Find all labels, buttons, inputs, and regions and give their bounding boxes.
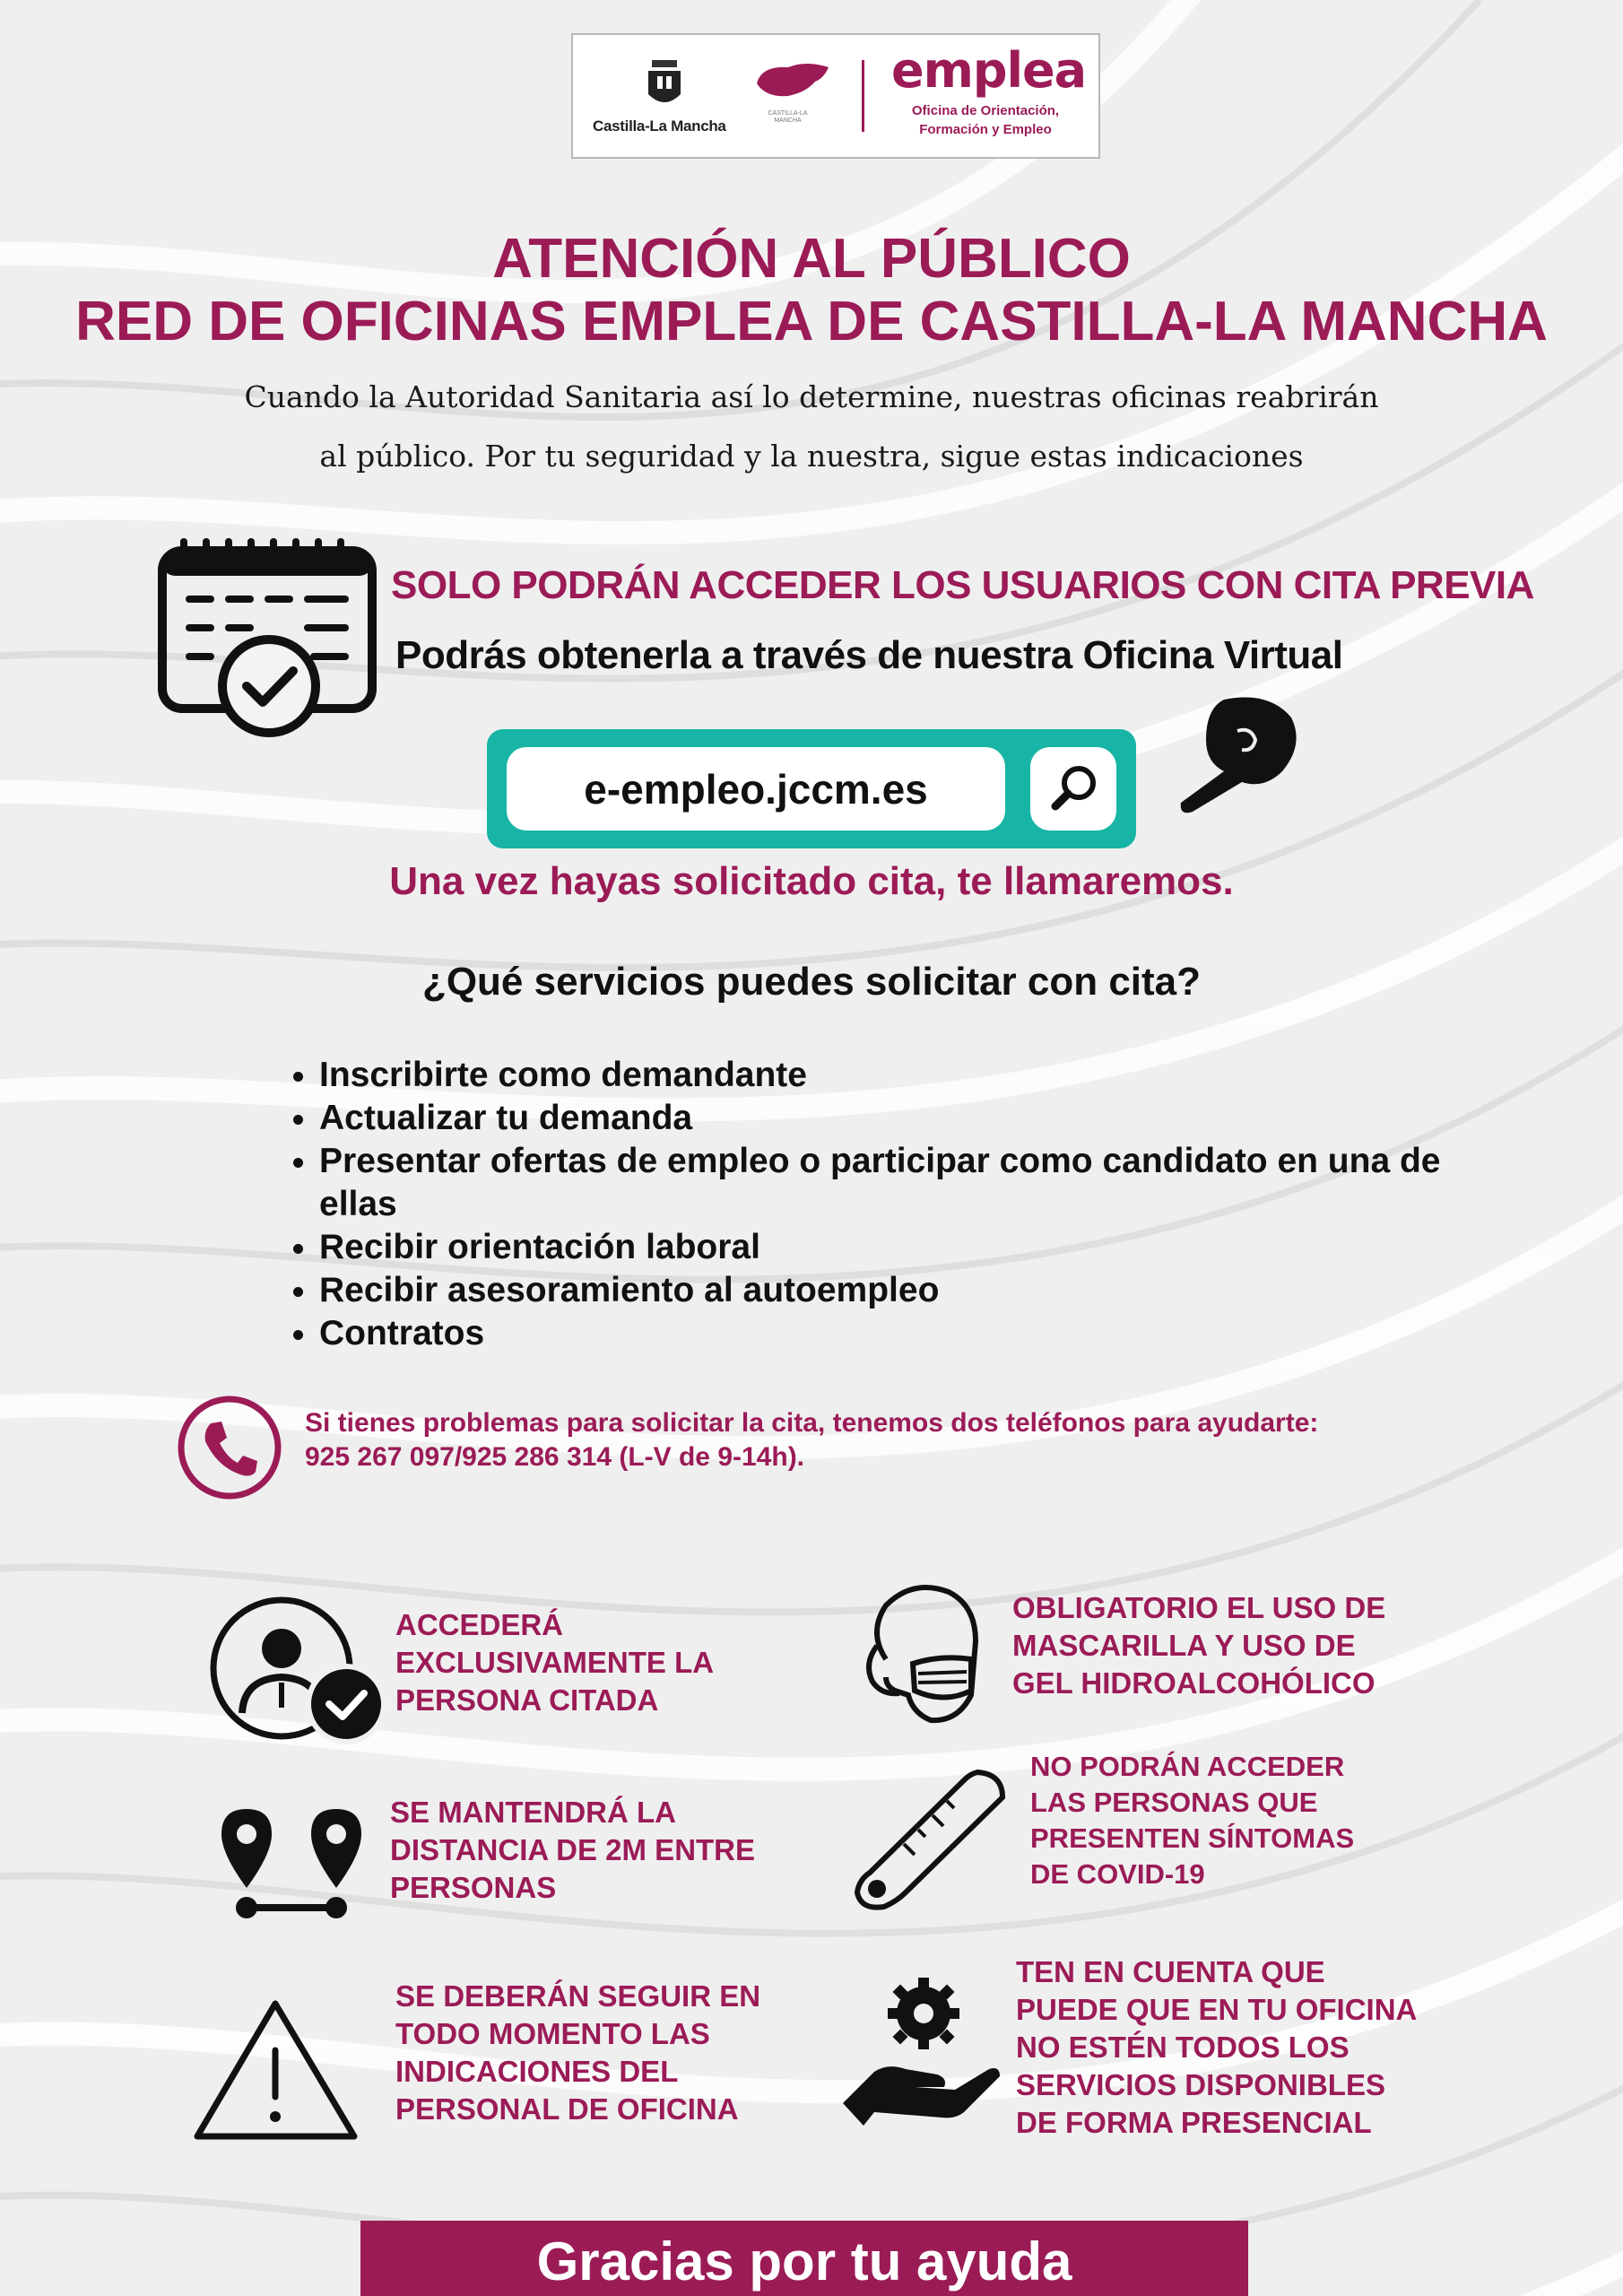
cited-person-icon — [208, 1596, 387, 1744]
rule-symptoms — [1030, 1749, 1354, 1892]
logo-banner — [571, 33, 1100, 159]
brand-subtitle — [887, 101, 1084, 139]
list-item: • Actualizar tu demanda — [319, 1097, 1503, 1140]
rule-symptoms-line: DE COVID-19 — [1030, 1858, 1205, 1890]
search-button[interactable] — [1030, 747, 1116, 831]
virtual-office-search — [487, 729, 1136, 848]
list-item: • Inscribirte como demandante — [319, 1054, 1503, 1097]
rule-person-line: ACCEDERÁ — [395, 1608, 564, 1641]
page-title-line2: RED DE OFICINAS EMPLEA DE CASTILLA-LA MANCHA — [75, 291, 1548, 352]
rule-distance-line: PERSONAS — [390, 1871, 557, 1904]
rule-services-note-line: NO ESTÉN TODOS LOS — [1016, 2031, 1350, 2064]
rule-mask-line: GEL HIDROALCOHÓLICO — [1012, 1666, 1376, 1700]
phone-numbers[interactable]: 925 267 097/925 286 314 (L-V de 9-14h). — [305, 1442, 805, 1472]
warning-triangle-icon — [193, 1998, 359, 2142]
rule-services-note-line: SERVICIOS DISPONIBLES — [1016, 2068, 1385, 2101]
help-text — [305, 1406, 1471, 1474]
intro-line2: al público. Por tu seguridad y la nuestra, sigue estas indicaciones — [319, 439, 1304, 474]
rule-services-note — [1016, 1953, 1417, 2142]
intro-line1: Cuando la Autoridad Sanitaria así lo determine, nuestras oficinas reabrirán — [244, 379, 1379, 414]
list-item: • Recibir orientación laboral — [319, 1226, 1503, 1269]
search-icon — [1030, 747, 1116, 831]
callback-note: Una vez hayas solicitado cita, te llamaremos. — [389, 859, 1234, 903]
rule-staff-line: SE DEBERÁN SEGUIR EN — [395, 1979, 761, 2013]
hand-gear-icon — [838, 1969, 1004, 2135]
thermometer-icon — [852, 1767, 1009, 1910]
rule-person — [395, 1606, 714, 1719]
url-field[interactable]: e-empleo.jccm.es — [507, 747, 1005, 831]
rule-symptoms-line: LAS PERSONAS QUE — [1030, 1787, 1318, 1818]
rule-symptoms-line: NO PODRÁN ACCEDER — [1030, 1751, 1345, 1782]
castilla-la-mancha-crest-icon — [645, 55, 684, 112]
rule-person-line: EXCLUSIVAMENTE LA — [395, 1646, 715, 1679]
brand-subtitle-line2: Formación y Empleo — [919, 122, 1052, 137]
rule-mask-line: MASCARILLA Y USO DE — [1012, 1629, 1356, 1662]
region-label: Castilla-La Mancha — [593, 117, 726, 135]
brand-subtitle-line1: Oficina de Orientación, — [911, 103, 1060, 118]
services-question: ¿Qué servicios puedes solicitar con cita? — [421, 960, 1202, 1004]
rule-staff — [395, 1978, 760, 2128]
region-small-text: CASTILLA-LA MANCHA — [768, 110, 808, 124]
brand-name: emplea — [891, 42, 1087, 99]
rule-symptoms-line: PRESENTEN SÍNTOMAS — [1030, 1822, 1355, 1854]
pointing-hand-icon — [1170, 691, 1305, 825]
appointment-heading: SOLO PODRÁN ACCEDER LOS USUARIOS CON CITA PREVIA — [391, 563, 1534, 607]
calendar-check-icon — [157, 538, 381, 744]
rule-staff-line: INDICACIONES DEL — [395, 2055, 679, 2088]
region-map-icon — [752, 57, 833, 110]
list-item: • Recibir asesoramiento al autoempleo — [319, 1269, 1503, 1312]
services-list — [269, 1054, 1503, 1355]
rule-person-line: PERSONA CITADA — [395, 1683, 659, 1717]
face-mask-icon — [859, 1578, 994, 1731]
rule-distance-line: DISTANCIA DE 2M ENTRE — [390, 1833, 756, 1866]
appointment-subheading: Podrás obtenerla a través de nuestra Oficina Virtual — [395, 633, 1343, 677]
rule-staff-line: TODO MOMENTO LAS — [395, 2017, 710, 2050]
distance-pins-icon — [220, 1807, 363, 1924]
rule-staff-line: PERSONAL DE OFICINA — [395, 2092, 739, 2126]
help-line1: Si tienes problemas para solicitar la cita, tenemos dos teléfonos para ayudarte: — [305, 1408, 1319, 1438]
rule-distance-line: SE MANTENDRÁ LA — [390, 1796, 676, 1829]
page-title-line1: ATENCIÓN AL PÚBLICO — [492, 228, 1131, 290]
rule-distance — [390, 1794, 755, 1907]
list-item: • Presentar ofertas de empleo o participar como candidato en una de ellas — [319, 1140, 1503, 1226]
logo-divider — [862, 60, 864, 132]
thanks-banner: Gracias por tu ayuda — [360, 2221, 1248, 2296]
rule-mask — [1012, 1589, 1385, 1702]
rule-services-note-line: TEN EN CUENTA QUE — [1016, 1955, 1325, 1988]
rule-services-note-line: DE FORMA PRESENCIAL — [1016, 2106, 1372, 2139]
rule-mask-line: OBLIGATORIO EL USO DE — [1012, 1591, 1386, 1624]
rule-services-note-line: PUEDE QUE EN TU OFICINA — [1016, 1993, 1418, 2026]
list-item: • Contratos — [319, 1312, 1503, 1355]
phone-icon — [177, 1395, 282, 1500]
